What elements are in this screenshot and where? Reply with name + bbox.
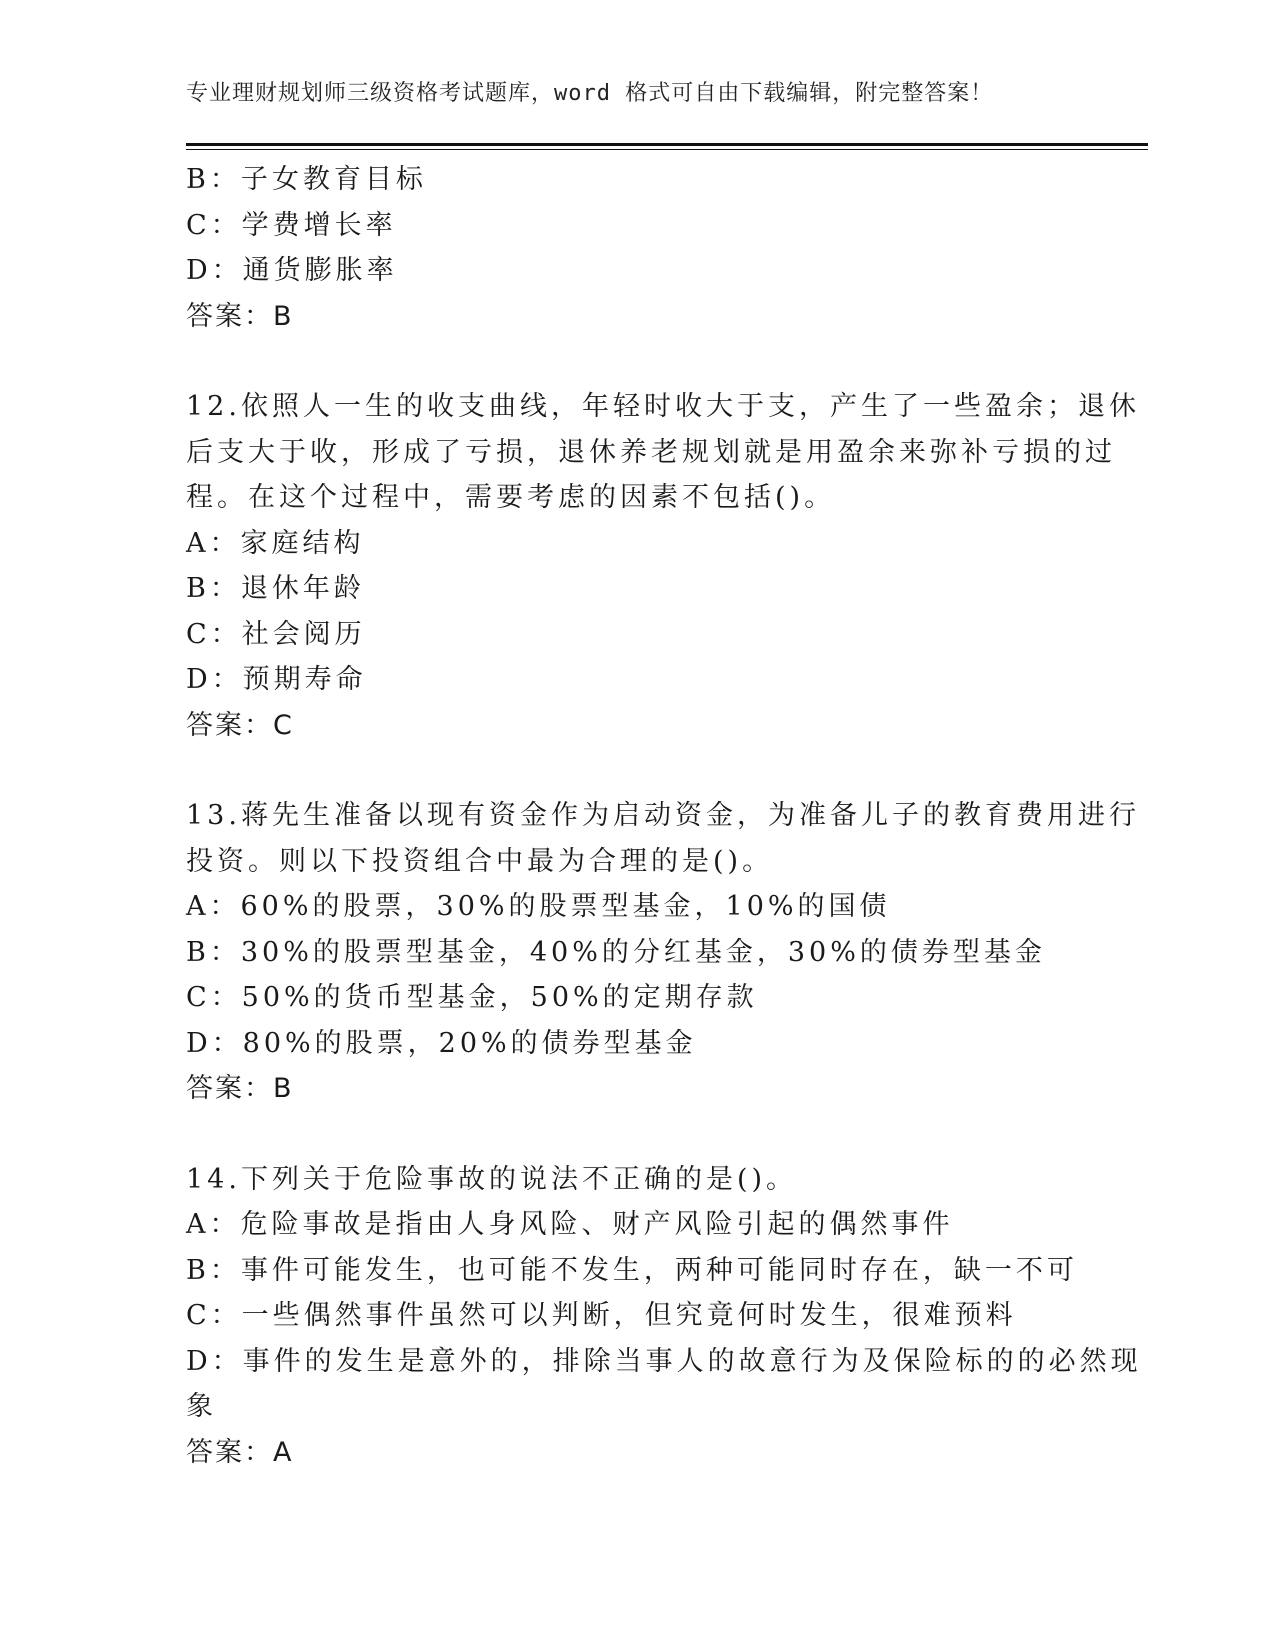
question-block-14 xyxy=(186,1157,1142,1476)
option-line: A：危险事故是指由人身风险、财产风险引起的偶然事件 xyxy=(186,1209,954,1240)
option-line: A：家庭结构 xyxy=(186,527,365,559)
answer-line: 答案：C xyxy=(186,709,294,741)
answer-line: 答案：B xyxy=(186,300,294,332)
option-line: D：通货膨胀率 xyxy=(186,255,398,286)
question-block-11 xyxy=(186,157,1086,339)
question-text: 后支大于收，形成了亏损，退休养老规划就是用盈余来弥补亏损的过 xyxy=(186,436,1116,468)
option-line: A：60%的股票，30%的股票型基金，10%的国债 xyxy=(186,891,891,922)
question-text: 程。在这个过程中，需要考虑的因素不包括()。 xyxy=(186,482,836,513)
option-line: C：50%的货币型基金，50%的定期存款 xyxy=(186,982,758,1013)
option-line: B：事件可能发生，也可能不发生，两种可能同时存在，缺一不可 xyxy=(186,1254,1078,1286)
option-line: D：事件的发生是意外的，排除当事人的故意行为及保险标的的必然现 xyxy=(186,1345,1142,1377)
question-block-12 xyxy=(186,384,1140,748)
option-line: C：学费增长率 xyxy=(186,209,397,241)
header-rule-thick xyxy=(186,143,1148,146)
page-header: 专业理财规划师三级资格考试题库，word 格式可自由下载编辑，附完整答案！ xyxy=(186,81,994,106)
question-text: 14.下列关于危险事故的说法不正确的是()。 xyxy=(186,1163,798,1195)
question-text: 13.蒋先生准备以现有资金作为启动资金，为准备儿子的教育费用进行 xyxy=(186,800,1140,831)
option-line: B：30%的股票型基金，40%的分红基金，30%的债券型基金 xyxy=(186,936,1046,968)
answer-line: 答案：B xyxy=(186,1073,294,1104)
option-line: B：子女教育目标 xyxy=(186,164,427,195)
option-line: C：社会阅历 xyxy=(186,618,366,650)
question-text: 12.依照人一生的收支曲线，年轻时收大于支，产生了一些盈余；退休 xyxy=(186,391,1140,422)
header-rule-thin xyxy=(186,149,1148,150)
option-line: D：80%的股票，20%的债券型基金 xyxy=(186,1027,697,1059)
answer-line: 答案：A xyxy=(186,1436,294,1468)
option-line: D：预期寿命 xyxy=(186,664,367,695)
document-body xyxy=(186,157,1142,1475)
question-block-13 xyxy=(186,793,1140,1112)
option-line: C：一些偶然事件虽然可以判断，但究竟何时发生，很难预料 xyxy=(186,1300,1017,1331)
option-line: B：退休年龄 xyxy=(186,573,365,604)
question-text: 投资。则以下投资组合中最为合理的是()。 xyxy=(186,845,774,877)
option-line: 象 xyxy=(186,1391,217,1422)
